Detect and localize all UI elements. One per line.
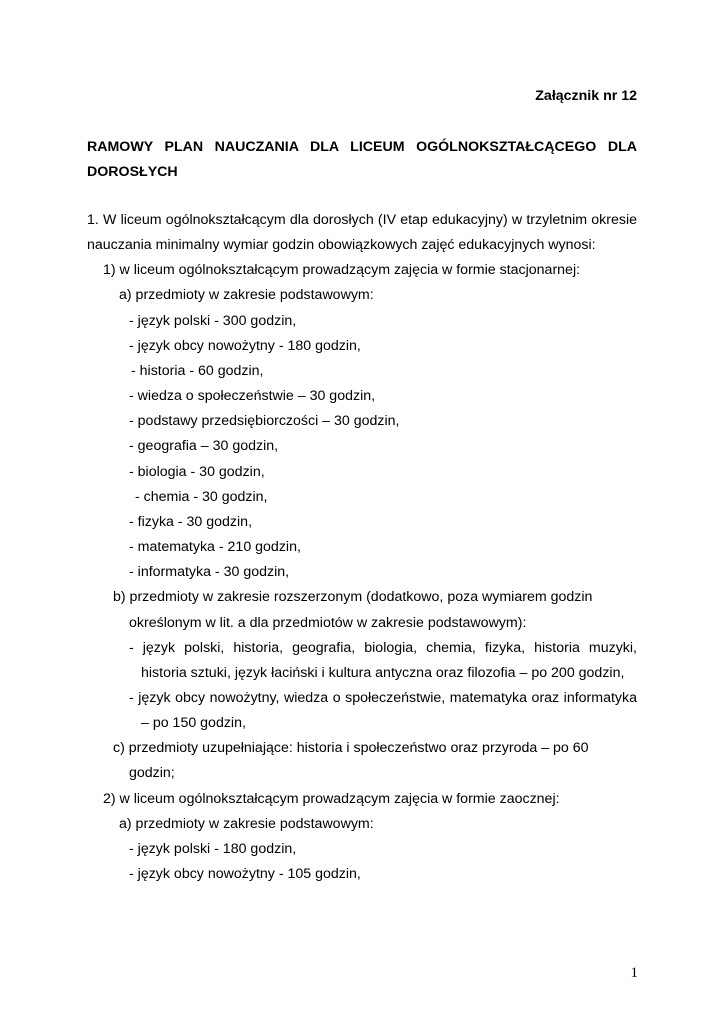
list-item: - chemia - 30 godzin,	[135, 488, 268, 505]
intro-paragraph: 1. W liceum ogólnokształcącym dla dorosłych (IV etap edukacyjny) w trzyletnim okresie nauczania minimalny wymiar godzin obowiązkowych zajęć edukacyjnych wynosi:	[87, 212, 637, 254]
section2-a-heading: a) przedmioty w zakresie podstawowym:	[119, 815, 374, 832]
list-item: - biologia - 30 godzin,	[129, 463, 265, 480]
list-item: - informatyka - 30 godzin,	[129, 564, 290, 581]
section1-b-heading-line1: b) przedmioty w zakresie rozszerzonym (dodatkowo, poza wymiarem godzin	[113, 589, 593, 606]
list-item: - fizyka - 30 godzin,	[129, 513, 253, 530]
list-item: - matematyka - 210 godzin,	[129, 539, 301, 556]
section1-a-heading: a) przedmioty w zakresie podstawowym:	[119, 287, 374, 304]
list-item: - geografia – 30 godzin,	[129, 438, 279, 455]
document-title: RAMOWY PLAN NAUCZANIA DLA LICEUM OGÓLNOKSZTAŁCĄCEGO DLA DOROSŁYCH	[87, 139, 637, 180]
section1-c-heading-line1: c) przedmioty uzupełniające: historia i społeczeństwo oraz przyroda – po 60	[113, 740, 589, 757]
list-item: - wiedza o społeczeństwie – 30 godzin,	[129, 388, 376, 405]
list-item: - język polski - 180 godzin,	[129, 840, 297, 857]
annex-label: Załącznik nr 12	[535, 88, 637, 104]
section2-heading: 2) w liceum ogólnokształcącym prowadzącym zajęcia w formie zaocznej:	[103, 790, 560, 807]
list-item: - język obcy nowożytny - 180 godzin,	[129, 337, 361, 354]
document-body	[87, 208, 637, 887]
list-item: - język polski - 300 godzin,	[129, 312, 297, 329]
list-item: - język obcy nowożytny, wiedza o społeczeństwie, matematyka oraz informatyka – po 150 godzin,	[129, 689, 637, 732]
list-item: - podstawy przedsiębiorczości – 30 godzin,	[129, 413, 400, 430]
page-number: 1	[630, 965, 638, 981]
list-item: - historia - 60 godzin,	[131, 362, 264, 379]
list-item: - język obcy nowożytny - 105 godzin,	[129, 866, 361, 883]
section1-b-heading-line2: określonym w lit. a dla przedmiotów w zakresie podstawowym):	[129, 614, 527, 631]
section1-c-heading-line2: godzin;	[129, 765, 175, 782]
list-item: - język polski, historia, geografia, biologia, chemia, fizyka, historia muzyki, historia sztuki, język łaciński i kultura antyczna oraz filozofia – po 200 godzin,	[129, 639, 637, 681]
section1-heading: 1) w liceum ogólnokształcącym prowadzącym zajęcia w formie stacjonarnej:	[103, 262, 581, 279]
